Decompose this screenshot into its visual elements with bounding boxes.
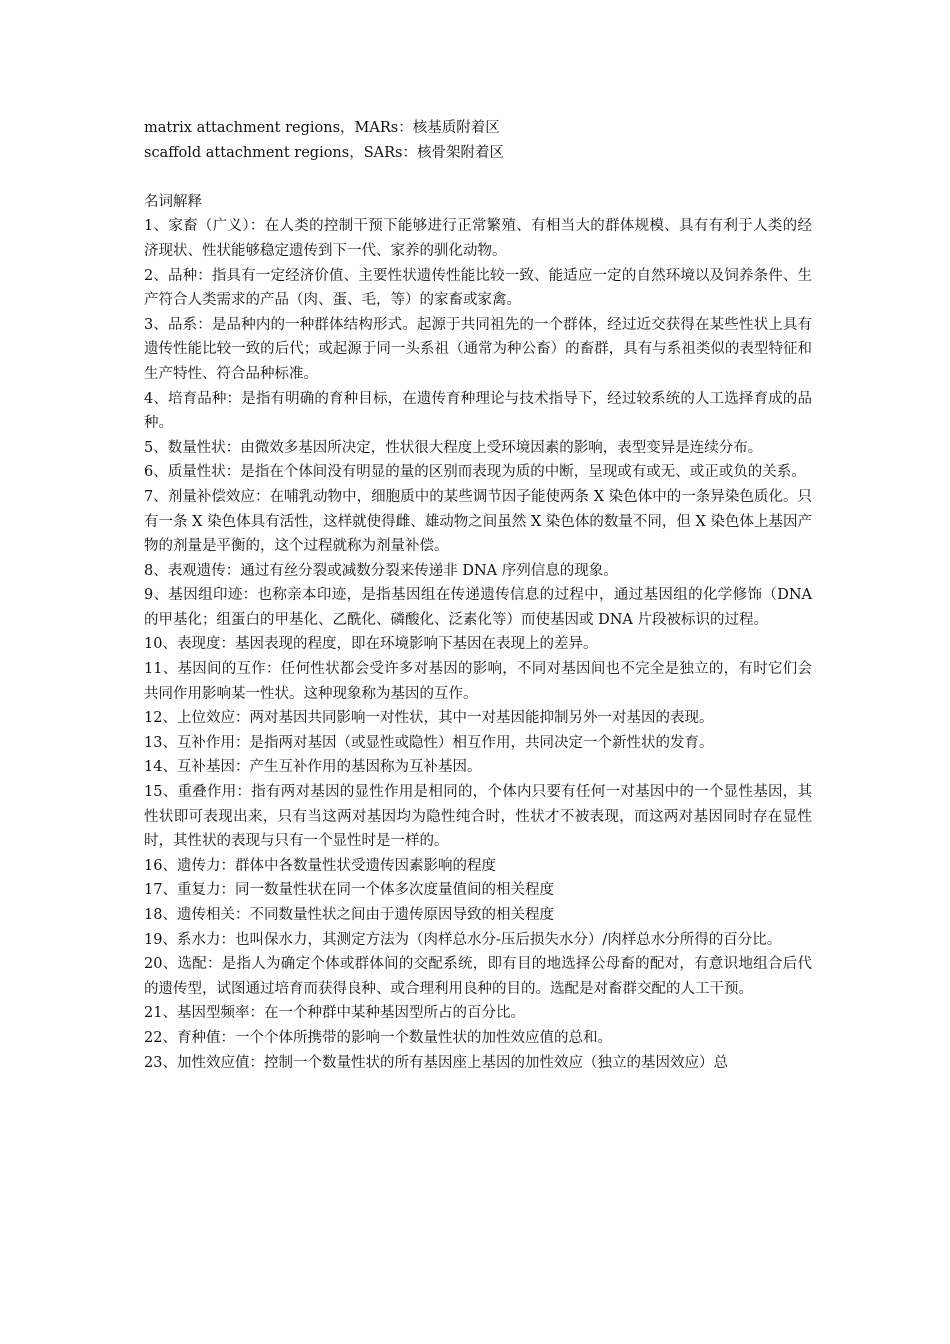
term-entry: 19、系水力：也叫保水力，其测定方法为（肉样总水分-压后损失水分）/肉样总水分所得的百分比。 <box>144 931 782 948</box>
term-entry: 7、剂量补偿效应：在哺乳动物中，细胞质中的某些调节因子能使两条 X 染色体中的一条异染色质化。只有一条 X 染色体具有活性，这样就使得雌、雄动物之间虽然 X 染色体的数量不同，但 X 染色体上基因产物的剂量是平衡的，这个过程就称为剂量补偿。 <box>144 488 812 555</box>
term-entry: 15、重叠作用：指有两对基因的显性作用是相同的，个体内只要有任何一对基因中的一个显性基因，其性状即可表现出来，只有当这两对基因均为隐性纯合时，性状才不被表现，而这两对基因同时存在显性时，其性状的表现与只有一个显性时是一样的。 <box>144 784 812 850</box>
term-entry: 10、表现度：基因表现的程度，即在环境影响下基因在表现上的差异。 <box>144 636 598 653</box>
term-entry: 12、上位效应：两对基因共同影响一对性状，其中一对基因能抑制另外一对基因的表现。 <box>144 710 714 727</box>
term-entry: 1、家畜（广义）：在人类的控制干预下能够进行正常繁殖、有相当大的群体规模、具有有利于人类的经济现状、性状能够稳定遗传到下一代、家养的驯化动物。 <box>144 218 812 259</box>
section-title: 名词解释 <box>144 193 202 210</box>
term-entry: 8、表观遗传：通过有丝分裂或减数分裂来传递非 DNA 序列信息的现象。 <box>144 562 618 579</box>
glossary-line-sars: scaffold attachment regions，SARs：核骨架附着区 <box>144 144 504 161</box>
document-body <box>144 116 812 1075</box>
term-entry: 21、基因型频率：在一个种群中某种基因型所占的百分比。 <box>144 1005 525 1022</box>
term-entry: 14、互补基因：产生互补作用的基因称为互补基因。 <box>144 759 482 776</box>
term-entry: 6、质量性状：是指在个体间没有明显的量的区别而表现为质的中断，呈现或有或无、或正或负的关系。 <box>144 464 806 481</box>
term-entry: 23、加性效应值：控制一个数量性状的所有基因座上基因的加性效应（独立的基因效应）总 <box>144 1054 728 1071</box>
blank-line <box>144 165 812 190</box>
term-entry: 13、互补作用：是指两对基因（或显性或隐性）相互作用，共同决定一个新性状的发育。 <box>144 734 714 751</box>
term-entry: 3、品系：是品种内的一种群体结构形式。起源于共同祖先的一个群体，经过近交获得在某些性状上具有遗传性能比较一致的后代；或起源于同一头系祖（通常为种公畜）的畜群，具有与系祖类似的表型特征和生产特性、符合品种标准。 <box>144 316 812 382</box>
term-entry: 16、遗传力：群体中各数量性状受遗传因素影响的程度 <box>144 857 496 874</box>
term-entry: 22、育种值：一个个体所携带的影响一个数量性状的加性效应值的总和。 <box>144 1029 612 1046</box>
term-entry: 18、遗传相关：不同数量性状之间由于遗传原因导致的相关程度 <box>144 907 554 923</box>
term-entry: 11、基因间的互作：任何性状都会受许多对基因的影响，不同对基因间也不完全是独立的，有时它们会共同作用影响某一性状。这种现象称为基因的互作。 <box>144 661 812 702</box>
term-entry: 2、品种：指具有一定经济价值、主要性状遗传性能比较一致、能适应一定的自然环境以及饲养条件、生产符合人类需求的产品（肉、蛋、毛，等）的家畜或家禽。 <box>144 267 812 309</box>
term-entry: 4、培育品种：是指有明确的育种目标，在遗传育种理论与技术指导下，经过较系统的人工选择育成的品种。 <box>144 390 812 432</box>
glossary-line-mars: matrix attachment regions，MARs：核基质附着区 <box>144 120 500 136</box>
term-entry: 20、选配：是指人为确定个体或群体间的交配系统，即有目的地选择公母畜的配对，有意识地组合后代的遗传型，试图通过培育而获得良种、或合理利用良种的目的。选配是对畜群交配的人工干预。 <box>144 956 812 997</box>
term-entry: 9、基因组印迹：也称亲本印迹，是指基因组在传递遗传信息的过程中，通过基因组的化学修饰（DNA 的甲基化；组蛋白的甲基化、乙酰化、磷酸化、泛素化等）而使基因或 DNA 片段被标识的过程。 <box>144 587 812 628</box>
term-entry: 5、数量性状：由微效多基因所决定，性状很大程度上受环境因素的影响，表型变异是连续分布。 <box>144 439 763 456</box>
term-entry: 17、重复力：同一数量性状在同一个体多次度量值间的相关程度 <box>144 882 554 899</box>
